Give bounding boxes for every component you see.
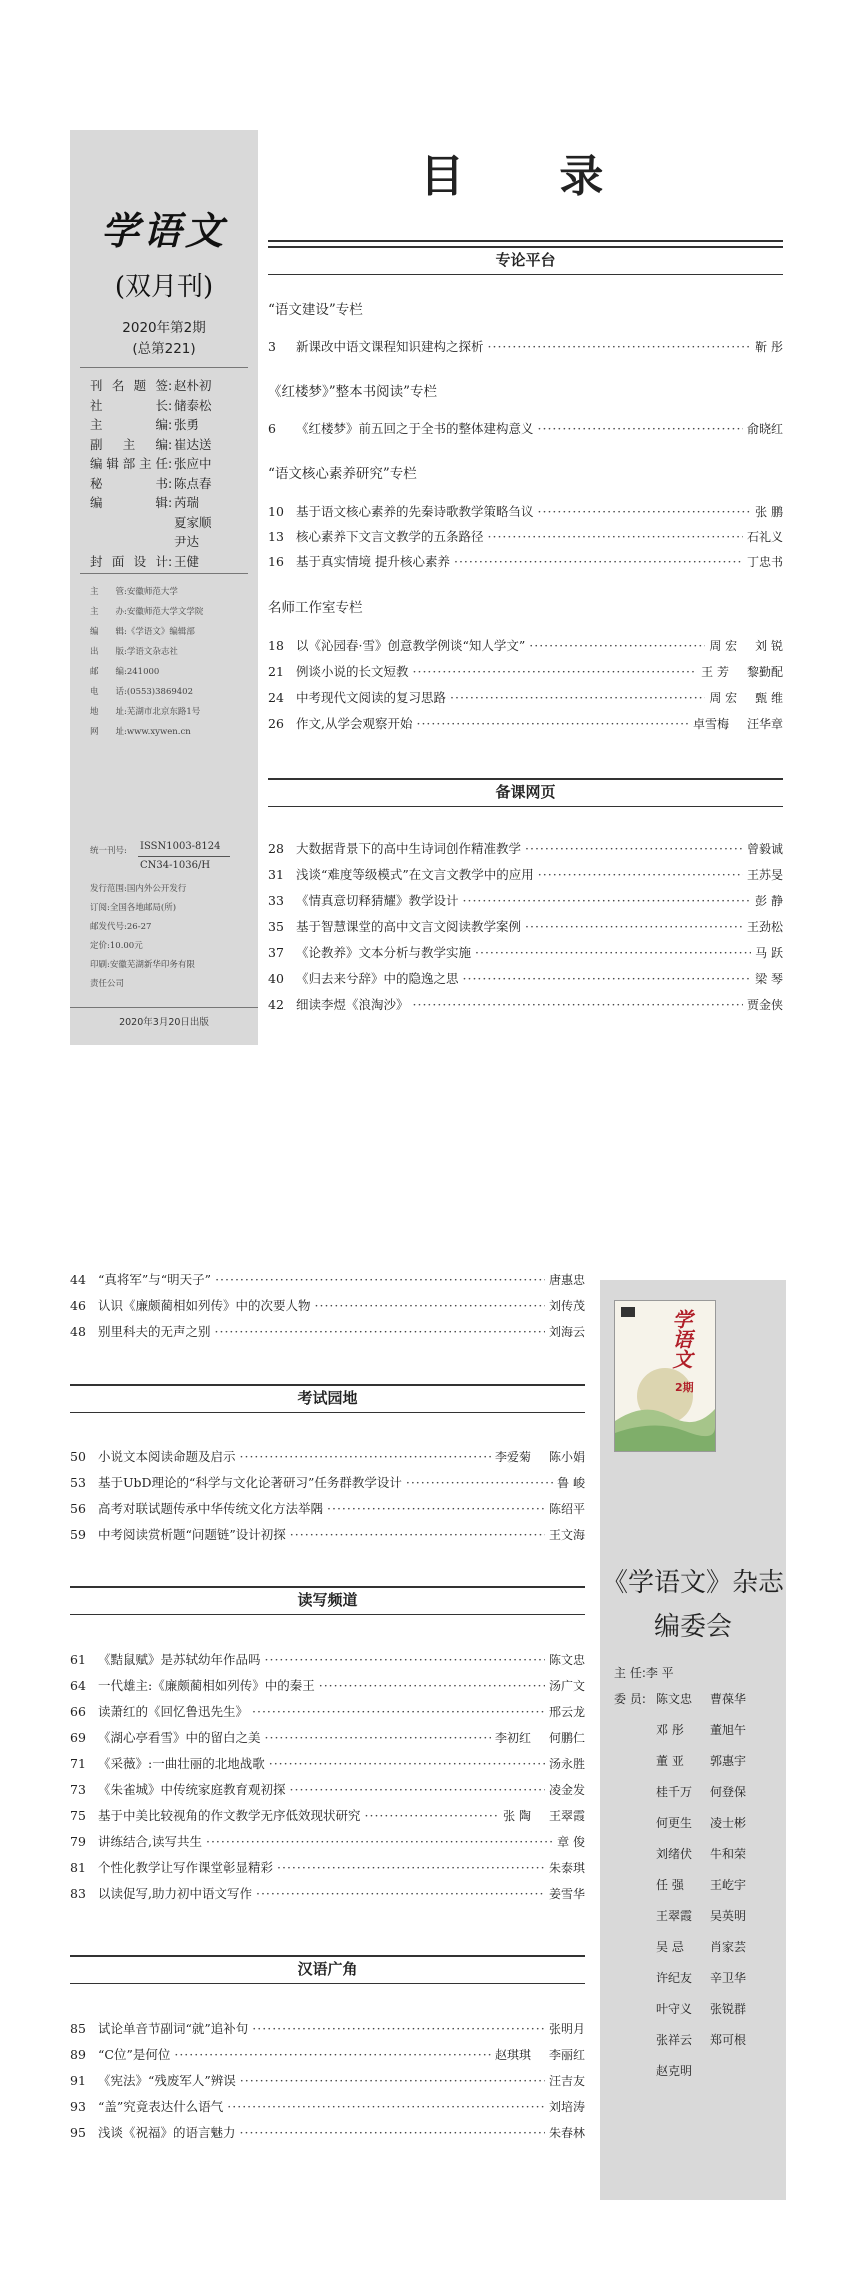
board-member: 凌士彬 — [710, 1816, 747, 1830]
distribution-row — [90, 958, 255, 973]
toc-entry[interactable]: 31 浅谈“难度等级模式”在文言文教学中的应用 ····· 王苏旻 — [268, 866, 783, 884]
board-member: 董旭午 — [710, 1723, 747, 1737]
distribution-row — [90, 901, 255, 916]
publication-key: 网址 — [90, 727, 124, 737]
divider — [70, 1007, 258, 1008]
toc-entry[interactable]: 75 基于中美比较视角的作文教学无序低效现状研究 ····· 张 陶 王翠霞 — [70, 1807, 585, 1825]
board-member: 陈文忠 — [656, 1692, 693, 1706]
publication-row — [90, 645, 255, 660]
section-header-duxie: 读写频道 — [70, 1586, 585, 1615]
section-header-kaoshi: 考试园地 — [70, 1384, 585, 1413]
staff-name: 崔达送 — [174, 436, 212, 452]
total-issue-number: (总第221) — [132, 341, 196, 357]
issn-label: 统一刊号: — [90, 846, 127, 856]
publication-value: :241000 — [124, 667, 160, 677]
board-member: 辛卫华 — [710, 1971, 747, 1985]
toc-entry[interactable]: 35 基于智慧课堂的高中文言文阅读教学案例 ····· 王劲松 — [268, 918, 783, 936]
toc-entry[interactable]: 16 基于真实情境 提升核心素养 ····· 丁忠书 — [268, 553, 783, 571]
divider — [138, 856, 230, 857]
separator: : — [168, 417, 173, 432]
publication-row — [90, 605, 255, 620]
staff-name: 张应中 — [174, 456, 212, 471]
title-rule — [268, 240, 783, 242]
board-member: 吴英明 — [710, 1909, 747, 1923]
separator: : — [168, 397, 173, 413]
toc-entry[interactable]: 28 大数据背景下的高中生诗词创作精准教学 ····· 曾毅诚 — [268, 840, 783, 858]
publication-key: 主管 — [90, 587, 124, 597]
frequency-label: (双月刊) — [114, 272, 214, 302]
publication-row — [90, 625, 255, 640]
distribution-row — [90, 920, 255, 935]
toc-entry[interactable]: 10 基于语文核心素养的先秦诗歌教学策略刍议 ····· 张 鹏 — [268, 503, 783, 521]
toc-entry[interactable]: 59 中考阅读赏析题“问题链”设计初探 ····· 王文海 — [70, 1526, 585, 1544]
separator: : — [168, 378, 173, 393]
staff-role: 编辑部主任 — [90, 456, 168, 471]
toc-entry[interactable]: 71 《采薇》:一曲壮丽的北地战歌 ····· 汤永胜 — [70, 1755, 585, 1773]
staff-row — [90, 552, 255, 572]
distribution-value: 责任公司 — [90, 979, 125, 989]
toc-entry[interactable]: 13 核心素养下文言文教学的五条路径 ····· 石礼义 — [268, 528, 783, 546]
board-member: 何更生 — [656, 1816, 693, 1830]
toc-entry[interactable]: 93 “盖”究竟表达什么语气 ····· 刘培涛 — [70, 2098, 585, 2116]
board-member: 王翠霞 — [656, 1909, 693, 1923]
publication-key: 邮编 — [90, 667, 124, 677]
section-header-beike: 备课网页 — [268, 778, 783, 807]
separator: : — [168, 475, 173, 491]
distribution-value: 26-27 — [126, 922, 152, 932]
publication-value: :(0553)3869402 — [124, 687, 193, 697]
issue-number: 2020年第2期 — [122, 320, 206, 336]
board-member: 邓 彤 — [656, 1723, 684, 1737]
board-member: 桂千万 — [656, 1785, 693, 1799]
cover-issue: 2期 — [675, 1381, 694, 1394]
cover-art-image — [615, 1301, 715, 1451]
board-title: 《学语文》杂志 — [601, 1568, 784, 1598]
toc-entry[interactable]: 79 讲练结合,读写共生 ····· 章 俊 — [70, 1833, 585, 1851]
board-member: 董 亚 — [656, 1754, 684, 1768]
column-title: “语文核心素养研究”专栏 — [268, 466, 417, 482]
separator: : — [168, 436, 173, 452]
publication-value: :安徽师范大学 — [124, 587, 178, 597]
staff-name: 储泰松 — [174, 397, 212, 413]
board-member: 牛和荣 — [710, 1847, 747, 1861]
board-member: 许纪友 — [656, 1971, 693, 1985]
distribution-row — [90, 977, 255, 992]
toc-entry[interactable]: 50 小说文本阅读命题及启示 ····· 李爱菊 陈小娟 — [70, 1448, 585, 1466]
separator: : — [168, 553, 173, 569]
toc-entry[interactable]: 61 《黠鼠赋》是苏轼幼年作品吗 ····· 陈文忠 — [70, 1651, 585, 1669]
staff-row — [90, 454, 255, 474]
distribution-key: 发行范围: — [90, 884, 127, 894]
toc-entry[interactable]: 89 “C位”是何位 ····· 赵琪琪 李丽红 — [70, 2046, 585, 2064]
staff-row — [90, 415, 255, 435]
board-member: 肖家芸 — [710, 1940, 747, 1954]
staff-role: 社长 — [90, 397, 168, 413]
page-title: 目 录 — [420, 151, 644, 202]
section-header-zhuanlun: 专论平台 — [268, 246, 783, 275]
toc-entry[interactable]: 21 例谈小说的长文短教 ····· 王 芳 黎勤配 — [268, 663, 783, 681]
publication-value: :芜湖市北京东路1号 — [124, 707, 201, 717]
staff-role: 主编 — [90, 417, 168, 432]
board-member: 赵克明 — [656, 2064, 693, 2078]
editorial-board-panel — [600, 1280, 786, 2200]
staff-row — [90, 474, 255, 494]
toc-entry[interactable]: 56 高考对联试题传承中华传统文化方法举隅 ····· 陈绍平 — [70, 1500, 585, 1518]
staff-row — [90, 532, 255, 552]
distribution-value: 全国各地邮局(所) — [109, 903, 177, 913]
board-member: 曹葆华 — [710, 1692, 747, 1706]
board-member: 刘绪伏 — [656, 1847, 693, 1861]
board-members-label: 委 员: — [614, 1692, 646, 1706]
cover-logo: 学语文 — [669, 1309, 693, 1369]
board-member: 王屹宇 — [710, 1878, 747, 1892]
toc-entry[interactable]: 3 新课改中语文课程知识建构之探析 ····· 靳 彤 — [268, 338, 783, 356]
staff-row — [90, 493, 255, 513]
divider — [80, 573, 248, 574]
distribution-row — [90, 939, 255, 954]
column-title: “语文建设”专栏 — [268, 302, 363, 318]
toc-entry[interactable]: 44 “真将军”与“明天子” ····· 唐惠忠 — [70, 1271, 585, 1289]
publication-value: :学语文杂志社 — [124, 647, 178, 657]
publication-value: :《学语文》编辑部 — [124, 627, 195, 637]
toc-entry[interactable]: 26 作文,从学会观察开始 ····· 卓雪梅 汪华章 — [268, 715, 783, 733]
staff-name: 夏家顺 — [174, 514, 212, 530]
staff-row — [90, 435, 255, 455]
board-member: 叶守义 — [656, 2002, 693, 2016]
toc-entry[interactable]: 64 一代雄主:《廉颇蔺相如列传》中的秦王 ····· 汤广文 — [70, 1677, 585, 1695]
toc-entry[interactable]: 18 以《沁园春·雪》创意教学例谈“知人学文” ····· 周 宏 刘 锐 — [268, 637, 783, 655]
toc-entry[interactable]: 53 基于UbD理论的“科学与文化论著研习”任务群教学设计 ····· 鲁 峻 — [70, 1474, 585, 1492]
distribution-key: 邮发代号: — [90, 922, 127, 932]
toc-entry[interactable]: 66 读萧红的《回忆鲁迅先生》 ····· 邢云龙 — [70, 1703, 585, 1721]
publication-value: :www.xywen.cn — [124, 727, 191, 737]
toc-entry[interactable]: 91 《宪法》“残废军人”辨误 ····· 汪吉友 — [70, 2072, 585, 2090]
publication-key: 电话 — [90, 687, 124, 697]
board-member: 何登保 — [710, 1785, 747, 1799]
board-member: 吴 忌 — [656, 1940, 684, 1954]
toc-entry[interactable]: 42 细读李煜《浪淘沙》 ····· 贾金侠 — [268, 996, 783, 1014]
section-header-hanyu: 汉语广角 — [70, 1955, 585, 1984]
toc-entry[interactable]: 95 浅谈《祝福》的语言魅力 ····· 朱春林 — [70, 2124, 585, 2142]
column-title: 名师工作室专栏 — [268, 600, 363, 616]
staff-name: 芮瑞 — [174, 495, 200, 510]
cover-thumbnail — [614, 1300, 716, 1452]
board-member: 张祥云 — [656, 2033, 693, 2047]
separator: : — [168, 456, 173, 471]
distribution-key: 印刷: — [90, 960, 110, 970]
staff-role: 刊名题签 — [90, 378, 168, 393]
publication-key: 编辑 — [90, 627, 124, 637]
distribution-value: 国内外公开发行 — [126, 884, 187, 894]
toc-entry[interactable]: 24 中考现代文阅读的复习思路 ····· 周 宏 甄 维 — [268, 689, 783, 707]
publication-date: 2020年3月20日出版 — [119, 1017, 209, 1028]
board-subtitle: 编委会 — [653, 1612, 732, 1642]
staff-name: 陈点春 — [174, 475, 212, 491]
board-director: 主 任:李 平 — [614, 1666, 674, 1680]
toc-entry[interactable]: 73 《朱雀城》中传统家庭教育观初探 ····· 凌金发 — [70, 1781, 585, 1799]
staff-name: 王健 — [174, 553, 200, 569]
cn-number: CN34-1036/H — [140, 860, 211, 871]
toc-entry[interactable]: 33 《情真意切释猜耀》教学设计 ····· 彭 静 — [268, 892, 783, 910]
distribution-key: 订阅: — [90, 903, 110, 913]
staff-role: 编辑 — [90, 495, 168, 510]
board-member: 郑可根 — [710, 2033, 747, 2047]
staff-row — [90, 376, 255, 396]
publication-row — [90, 585, 255, 600]
toc-entry[interactable]: 83 以读促写,助力初中语文写作 ····· 姜雪华 — [70, 1885, 585, 1903]
staff-role: 秘书 — [90, 475, 168, 491]
board-member: 张锐群 — [710, 2002, 747, 2016]
divider — [80, 367, 248, 368]
board-member: 任 强 — [656, 1878, 684, 1892]
publication-row — [90, 665, 255, 680]
staff-row — [90, 396, 255, 416]
toc-entry[interactable]: 85 试论单音节副词“就”追补句 ····· 张明月 — [70, 2020, 585, 2038]
toc-entry[interactable]: 48 别里科夫的无声之别 ····· 刘海云 — [70, 1323, 585, 1341]
toc-entry[interactable]: 40 《归去来兮辞》中的隐逸之思 ····· 梁 琴 — [268, 970, 783, 988]
publication-key: 出版 — [90, 647, 124, 657]
publication-row — [90, 725, 255, 740]
staff-role: 封面设计 — [90, 553, 168, 569]
toc-entry[interactable]: 69 《湖心亭看雪》中的留白之美 ····· 李初红 何鹏仁 — [70, 1729, 585, 1747]
staff-name: 赵朴初 — [174, 378, 212, 393]
column-title: 《红楼梦》”整本书阅读”专栏 — [268, 384, 438, 400]
toc-entry[interactable]: 6 《红楼梦》前五回之于全书的整体建构意义 ····· 俞晓红 — [268, 420, 783, 438]
distribution-value: 10.00元 — [109, 941, 143, 951]
publication-key: 主办 — [90, 607, 124, 617]
toc-entry[interactable]: 37 《论教养》文本分析与教学实施 ····· 马 跃 — [268, 944, 783, 962]
issn-number: ISSN1003-8124 — [140, 841, 221, 852]
publication-row — [90, 705, 255, 720]
publication-value: :安徽师范大学文学院 — [124, 607, 204, 617]
separator: : — [168, 495, 173, 510]
distribution-value: 安徽芜湖新华印务有限 — [109, 960, 195, 970]
staff-name: 张勇 — [174, 417, 200, 432]
distribution-row — [90, 882, 255, 897]
publication-row — [90, 685, 255, 700]
publication-key: 地址 — [90, 707, 124, 717]
staff-role: 副主编 — [90, 436, 168, 452]
staff-row — [90, 513, 255, 533]
toc-entry[interactable]: 46 认识《廉颇蔺相如列传》中的次要人物 ····· 刘传茂 — [70, 1297, 585, 1315]
staff-name: 尹达 — [174, 534, 200, 549]
journal-logo: 学语文 — [100, 208, 227, 253]
toc-entry[interactable]: 81 个性化教学让写作课堂彰显精彩 ····· 朱泰琪 — [70, 1859, 585, 1877]
distribution-key: 定价: — [90, 941, 110, 951]
board-member: 郭惠宇 — [710, 1754, 747, 1768]
masthead-sidebar — [70, 130, 258, 1045]
